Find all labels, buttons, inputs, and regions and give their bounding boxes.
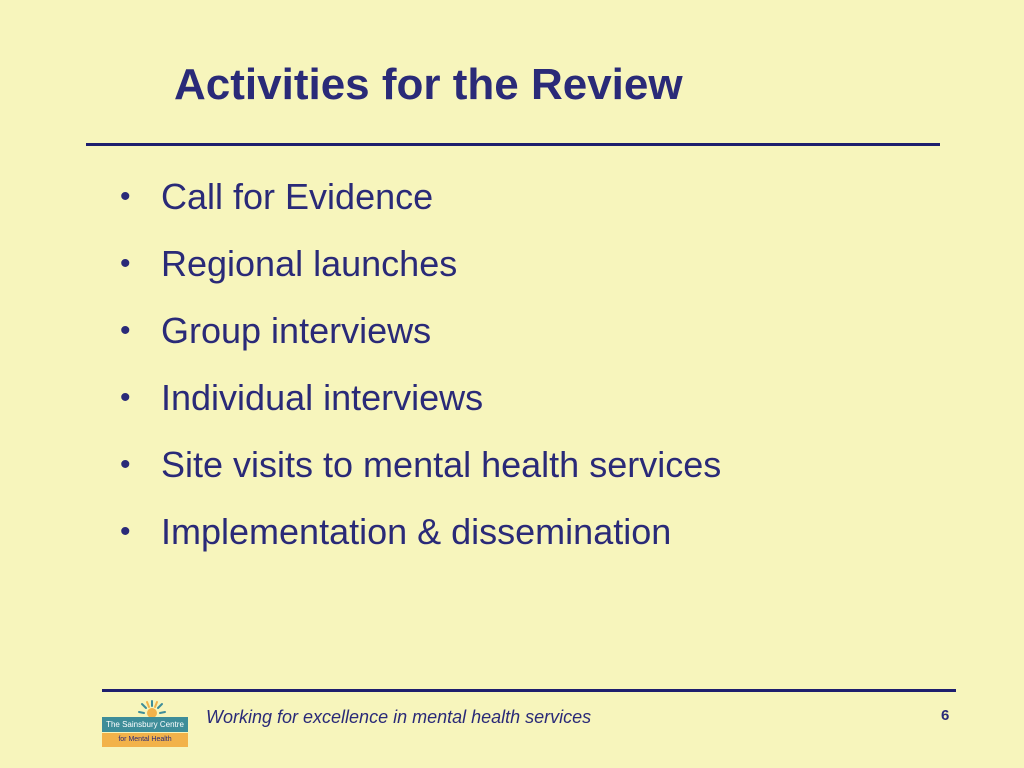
page-number: 6 — [941, 707, 950, 724]
logo-line-1: The Sainsbury Centre — [102, 717, 188, 732]
bullet-icon: • — [120, 381, 131, 414]
bullet-text: Group interviews — [161, 310, 432, 351]
title-divider — [86, 143, 940, 146]
bullet-icon: • — [120, 515, 131, 548]
logo-line-2: for Mental Health — [102, 733, 188, 747]
bullet-text: Regional launches — [161, 243, 458, 284]
slide-title: Activities for the Review — [174, 60, 683, 109]
bullet-icon: • — [120, 247, 131, 280]
bullet-text: Individual interviews — [161, 377, 484, 418]
bullet-icon: • — [120, 180, 131, 213]
footer-divider — [102, 689, 956, 692]
bullet-icon: • — [120, 314, 131, 347]
bullet-text: Implementation & dissemination — [161, 511, 672, 552]
footer-tagline: Working for excellence in mental health services — [206, 707, 592, 727]
bullet-text: Site visits to mental health services — [161, 444, 722, 485]
bullet-text: Call for Evidence — [161, 176, 434, 217]
sun-icon — [102, 699, 188, 717]
bullet-icon: • — [120, 448, 131, 481]
organization-logo — [102, 699, 188, 747]
